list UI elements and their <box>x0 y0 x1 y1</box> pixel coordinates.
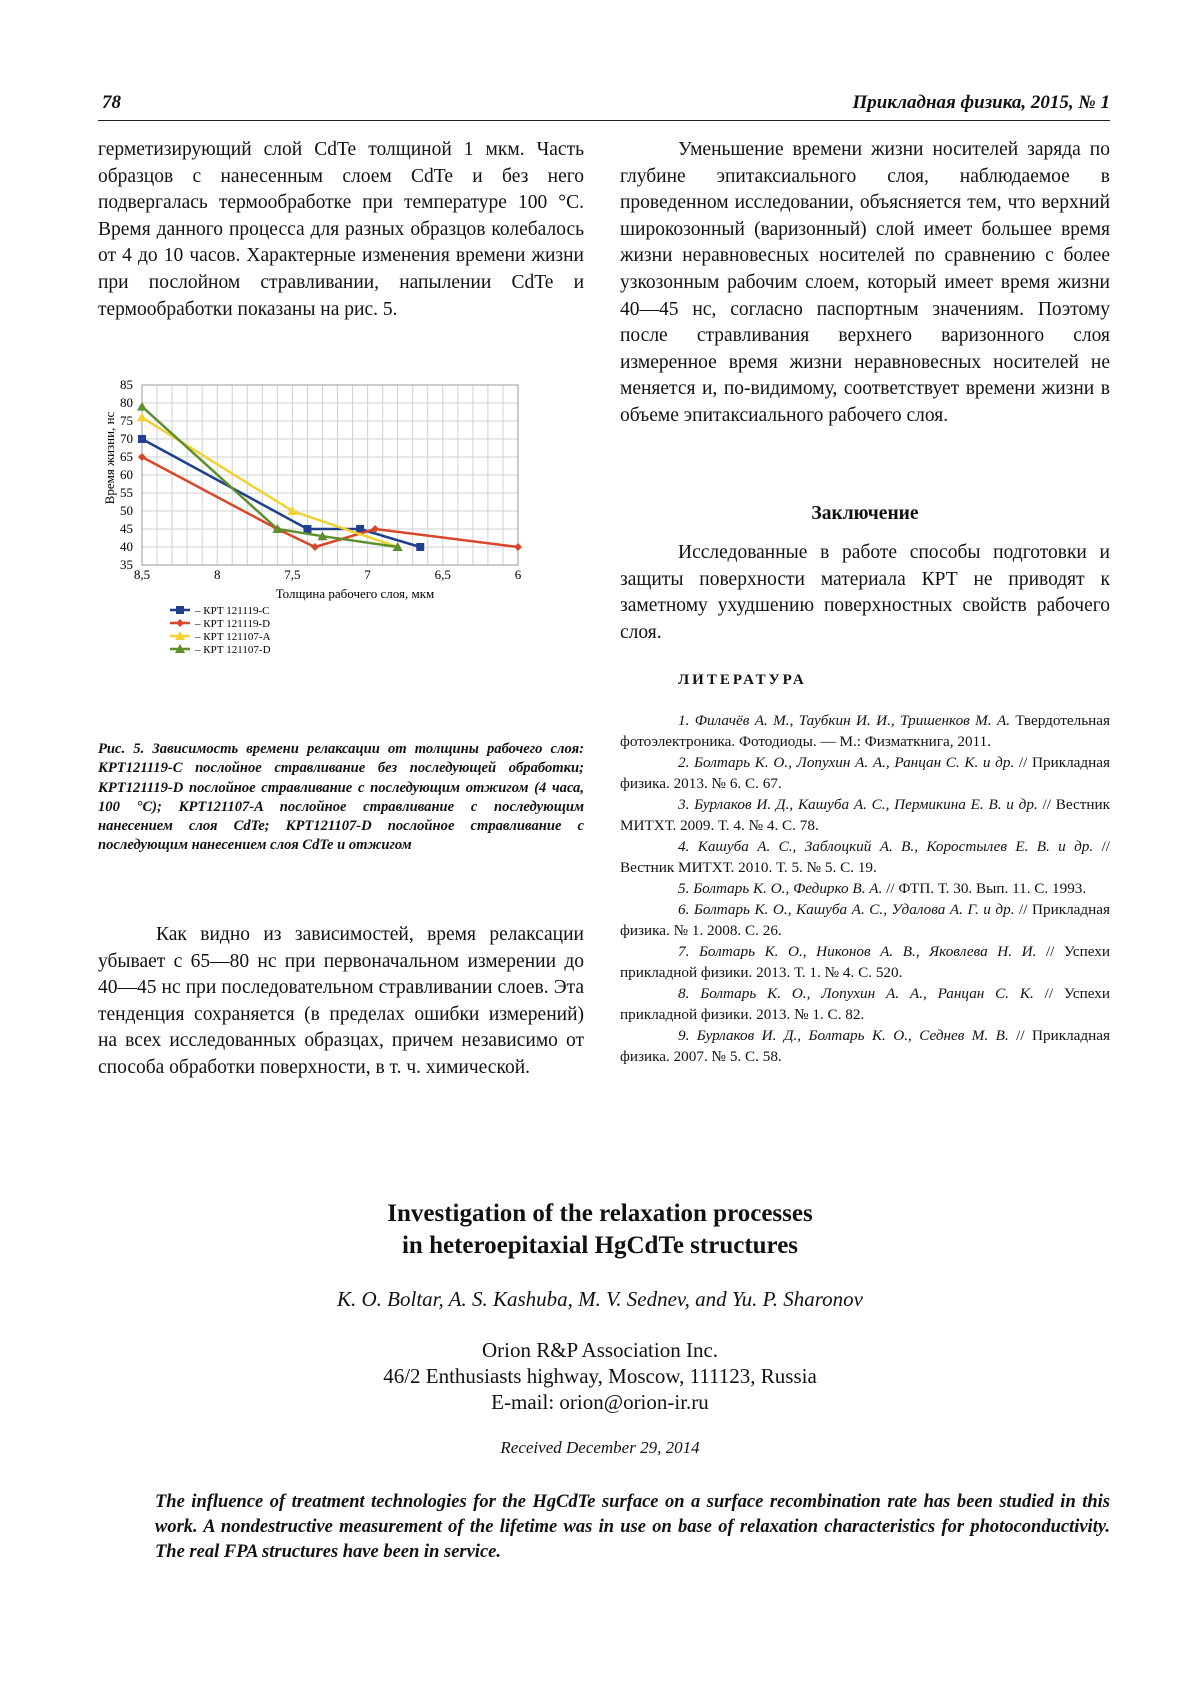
figure-caption: Рис. 5. Зависимость времени релаксации от толщины рабочего слоя: КРТ121119-C послойное стравливание без последующей обработки; КРТ121119-D послойное стравливание с последующим отжигом (4 часа, 100 °C); КРТ121107-A послойное стравливание с последующим нанесением слоя CdTe; КРТ121107-D послойное стравливание с последующим нанесением слоя CdTe и отжигом <box>98 741 584 854</box>
data-point <box>137 412 147 421</box>
data-point <box>416 543 424 551</box>
reference-item: 2. Болтарь К. О., Лопухин А. А., Ранцан С. К. и др. // Прикладная физика. 2013. № 6. С. 67. <box>620 754 1110 792</box>
y-tick-label: 60 <box>120 467 133 482</box>
reference-item: 7. Болтарь К. О., Никонов А. В., Яковлева Н. И. // Успехи прикладной физики. 2013. Т. 1. № 4. С. 520. <box>620 943 1111 981</box>
chart-y-label: Время жизни, нс <box>102 411 117 505</box>
conclusion-heading: Заключение <box>811 503 919 524</box>
reference-item: 5. Болтарь К. О., Федирко В. А. // ФТП. Т. 30. Вып. 11. С. 1993. <box>678 880 1087 897</box>
english-affiliation: Orion R&P Association Inc. 46/2 Enthusiasts highway, Moscow, 111123, Russia E-mail: orion@orion-ir.ru <box>0 1337 1200 1415</box>
x-tick-label: 8 <box>213 567 221 582</box>
y-tick-label: 75 <box>120 413 133 428</box>
y-tick-label: 80 <box>120 395 133 410</box>
page-number: 78 <box>102 92 121 113</box>
chart-x-label: Толщина рабочего слоя, мкм <box>275 586 435 601</box>
data-point <box>176 606 184 614</box>
left-column-top <box>98 137 584 323</box>
email-link[interactable]: E-mail: orion@orion-ir.ru <box>491 1390 709 1414</box>
x-tick-label: 7 <box>364 567 371 582</box>
body-paragraph: Исследованные в работе способы подготовки и защиты поверхности материала КРТ не приводят к заметному ухудшению поверхностных свойств рабочего слоя. <box>620 542 1110 643</box>
y-tick-label: 85 <box>120 377 133 392</box>
body-paragraph: Как видно из зависимостей, время релаксации убывает с 65—80 нс при первоначальном измерении до 40—45 нс при последовательном стравливании слоев. Эта тенденция сохраняется (в пределах ошибки измерений) на всех исследованных образцах, причем независимо от способа обработки поверхности, в т. ч. химической. <box>98 924 584 1078</box>
chart-y-ticks <box>120 377 133 572</box>
x-tick-label: 6,5 <box>434 567 451 582</box>
reference-item: 1. Филачёв А. М., Таубкин И. И., Тришенков М. А. Твердотельная фотоэлектроника. Фотодиоды. — М.: Физматкнига, 2011. <box>620 712 1111 750</box>
reference-item: 8. Болтарь К. О., Лопухин А. А., Ранцан С. К. // Успехи прикладной физики. 2013. № 1. С. 82. <box>620 985 1110 1023</box>
y-tick-label: 45 <box>120 521 133 536</box>
reference-item: 6. Болтарь К. О., Кашуба А. С., Удалова А. Г. и др. // Прикладная физика. № 1. 2008. С. 26. <box>620 901 1110 939</box>
english-title: Investigation of the relaxation processes in heteroepitaxial HgCdTe structures <box>387 1200 813 1259</box>
legend-label: – КРТ 121107-D <box>195 644 271 656</box>
data-point <box>514 543 522 551</box>
references-heading: ЛИТЕРАТУРА <box>678 672 807 688</box>
y-tick-label: 40 <box>120 539 133 554</box>
y-tick-label: 50 <box>120 503 133 518</box>
data-point <box>138 435 146 443</box>
legend-label: – КРТ 121119-D <box>195 618 271 630</box>
y-tick-label: 55 <box>120 485 133 500</box>
y-tick-label: 35 <box>120 557 133 572</box>
chart-x-ticks <box>134 567 522 582</box>
reference-item: 9. Бурлаков И. Д., Болтарь К. О., Седнев М. В. // Прикладная физика. 2007. № 5. С. 58. <box>620 1027 1110 1065</box>
data-point <box>303 525 311 533</box>
lifetime-chart <box>100 377 584 725</box>
english-abstract: The influence of treatment technologies for the HgCdTe surface on a surface recombination rate has been studied in this work. A nondestructive measurement of the lifetime was in use on base of relaxation characteristics for photoconductivity. The real FPA structures have been in service. <box>155 1492 1110 1562</box>
conclusion-text <box>620 540 1110 646</box>
body-paragraph: герметизирующий слой CdTe толщиной 1 мкм. Часть образцов с нанесенным слоем CdTe и без него подвергалась термообработке при температуре 100 °C. Время данного процесса для разных образцов колебалось от 4 до 10 часов. Характерные изменения времени жизни при послойном стравливании, напылении CdTe и термообработки показаны на рис. 5. <box>98 139 584 320</box>
legend-label: – КРТ 121119-C <box>195 605 270 617</box>
y-tick-label: 70 <box>120 431 133 446</box>
received-date: Received December 29, 2014 <box>500 1438 700 1457</box>
data-point <box>311 543 319 551</box>
header-rule <box>98 120 1110 121</box>
reference-item: 4. Кашуба А. С., Заблоцкий А. В., Коростылев Е. В. и др. // Вестник МИТХТ. 2010. Т. 5. № 5. С. 19. <box>620 838 1111 876</box>
reference-item: 3. Бурлаков И. Д., Кашуба А. С., Пермикина Е. В. и др. // Вестник МИТХТ. 2009. Т. 4. № 4. С. 78. <box>620 796 1111 834</box>
chart-legend <box>170 605 271 656</box>
left-column-bottom <box>98 922 584 1082</box>
journal-header: Прикладная физика, 2015, № 1 <box>852 92 1110 113</box>
x-tick-label: 7,5 <box>284 567 301 582</box>
legend-label: – КРТ 121107-A <box>195 631 271 643</box>
x-tick-label: 6 <box>514 567 522 582</box>
right-column-top <box>620 137 1110 430</box>
x-tick-label: 8,5 <box>133 567 151 582</box>
references-list <box>620 710 1110 1067</box>
data-point <box>176 619 184 627</box>
english-authors: K. O. Boltar, A. S. Kashuba, M. V. Sednev, and Yu. P. Sharonov <box>337 1287 863 1311</box>
body-paragraph: Уменьшение времени жизни носителей заряда по глубине эпитаксиального слоя, наблюдаемое в проведенном исследовании, объясняется тем, что верхний широкозонный (варизонный) слой имеет большее время жизни неравновесных носителей по сравнению с более узкозонным рабочим слоем, который имеет время жизни 40—45 нс, согласно паспортным значениям. Поэтому после стравливания верхнего варизонного слоя измеренное время жизни неравновесных носителей не меняется и, по-видимому, соответствует времени жизни в объеме эпитаксиального рабочего слоя. <box>620 139 1110 426</box>
y-tick-label: 65 <box>120 449 133 464</box>
